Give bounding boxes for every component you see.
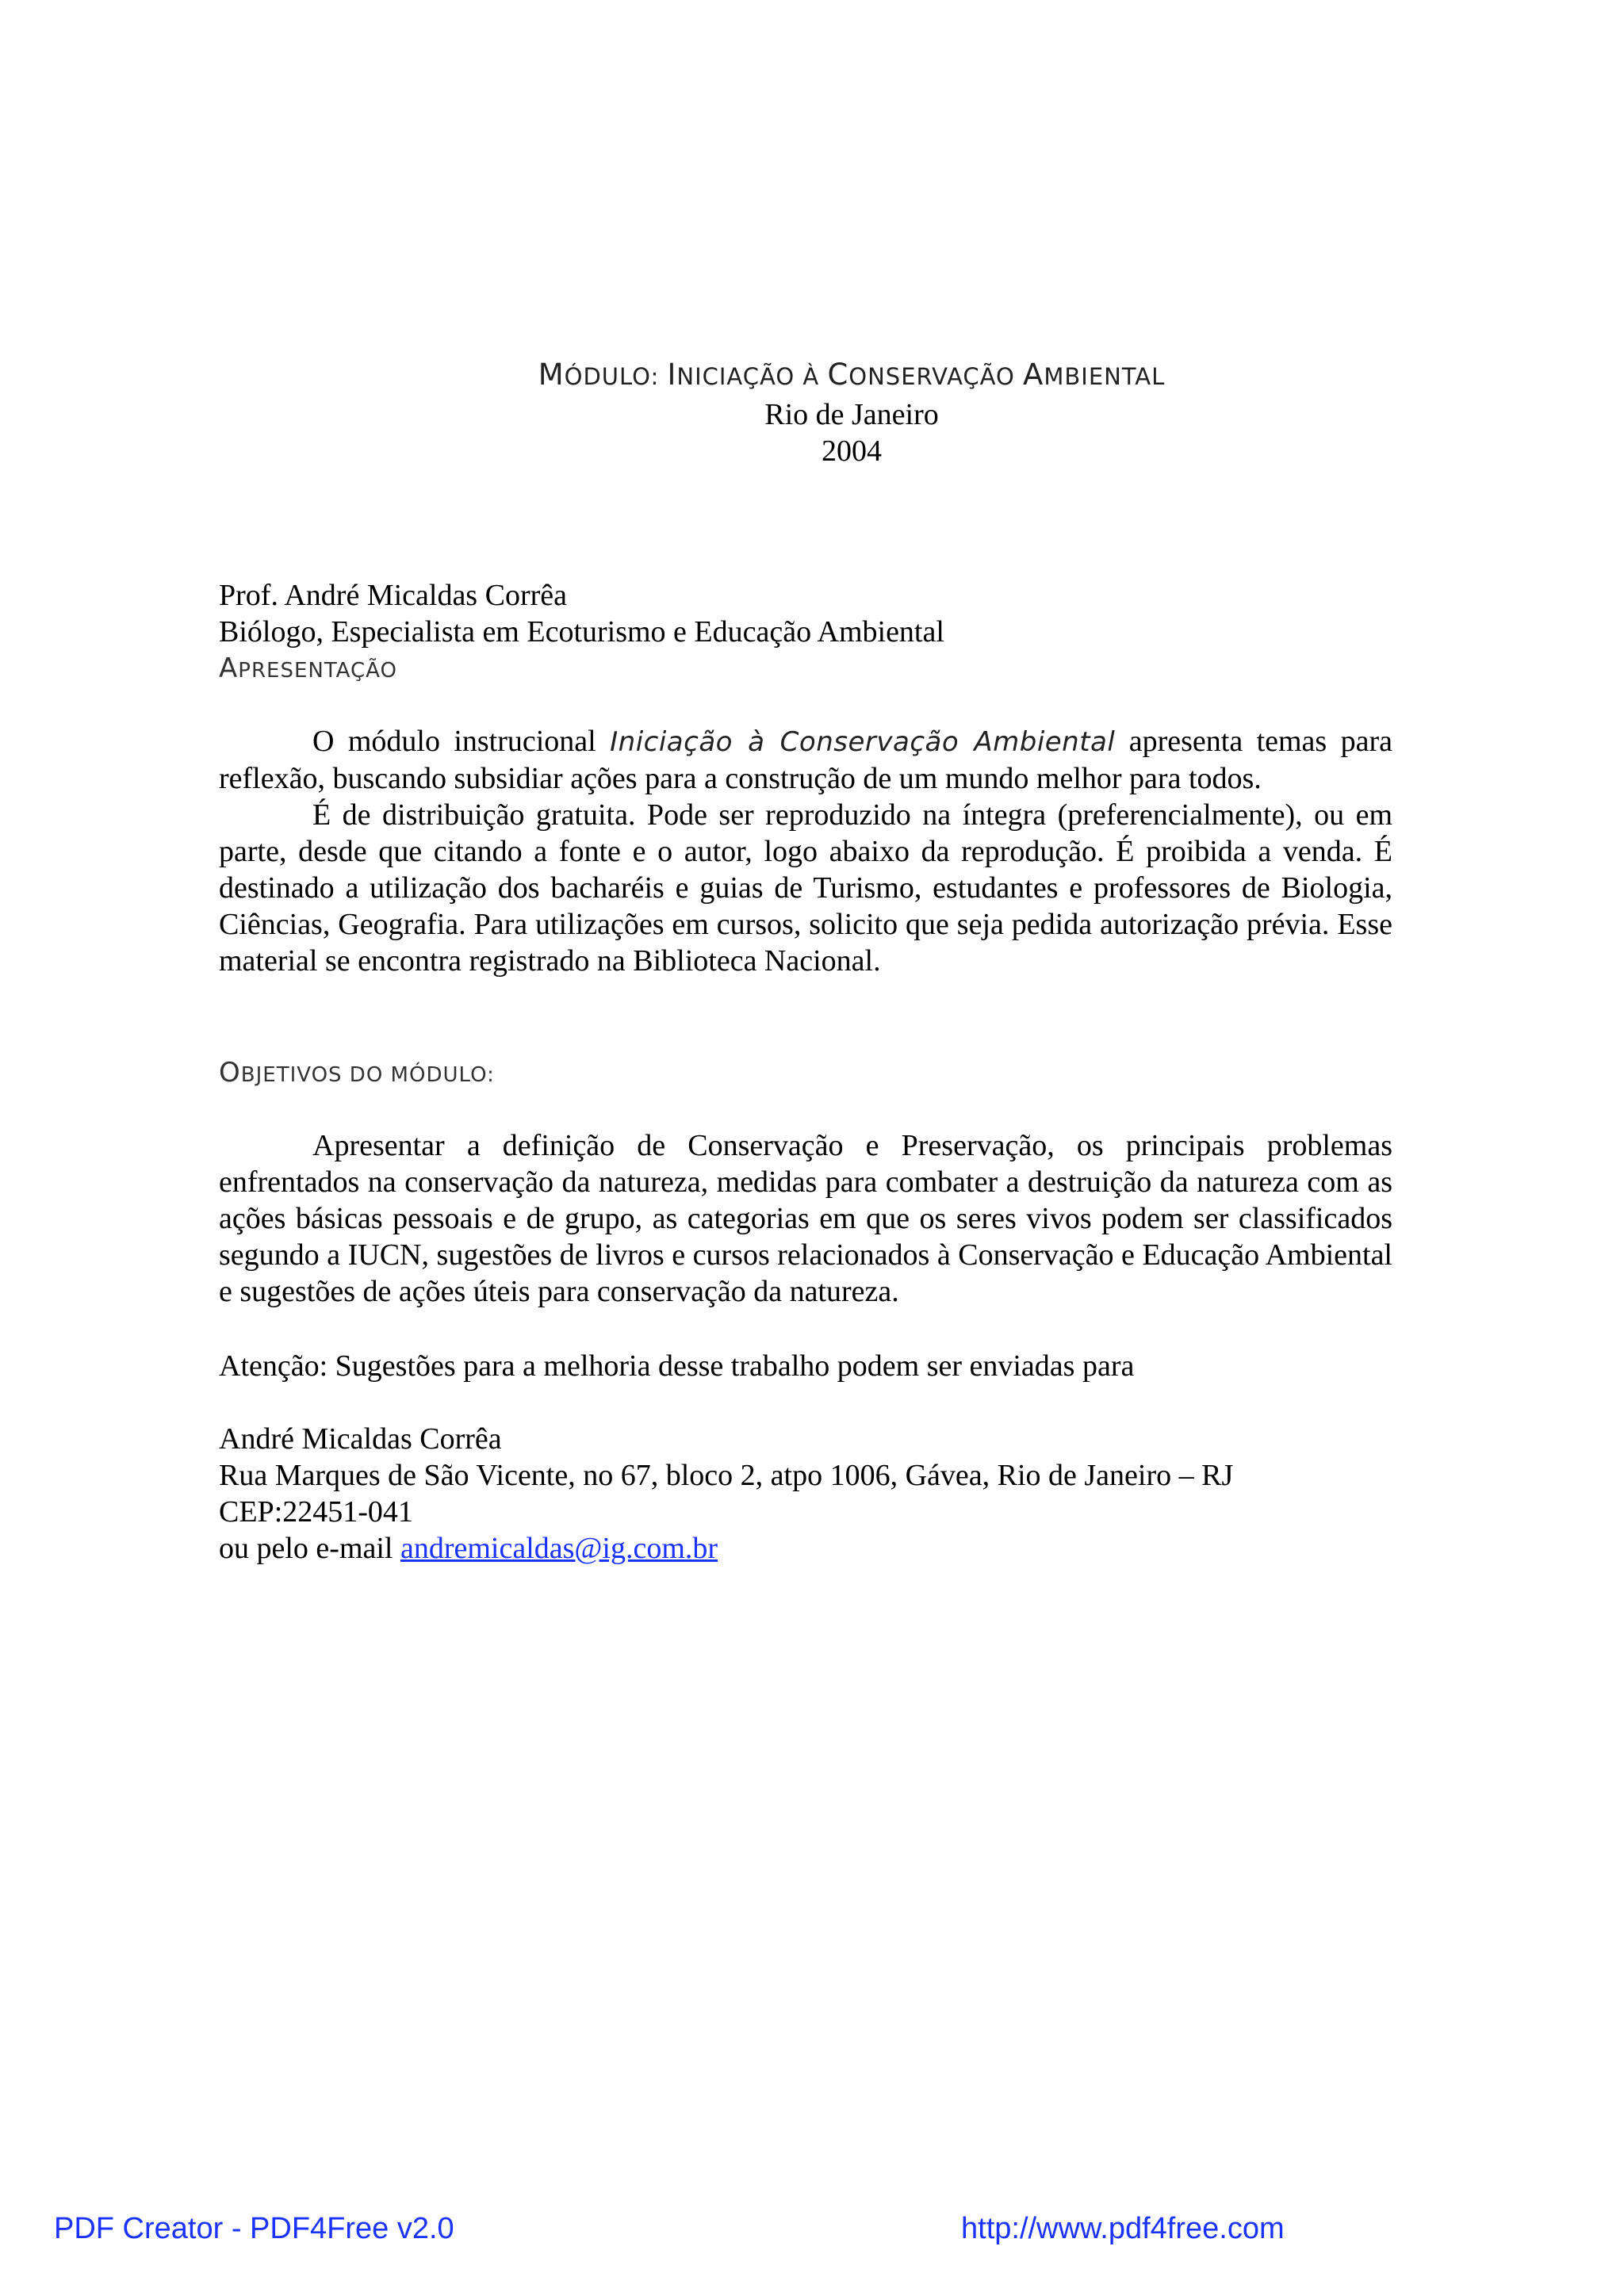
apresentacao-paragraph-1: O módulo instrucional Iniciação à Conservação Ambiental apresenta temas para reflexão, buscando subsidiar ações para a construção de um mundo melhor para todos. <box>219 725 1392 795</box>
objetivos-heading-block <box>219 1054 1392 1093</box>
module-name-italic: Iniciação à Conservação Ambiental <box>610 726 1116 758</box>
author-title: Biólogo, Especialista em Ecoturismo e Educação Ambiental <box>219 615 944 649</box>
apresentacao-paragraph-2: É de distribuição gratuita. Pode ser reproduzido na íntegra (preferencialmente), ou em parte, desde que citando a fonte e o autor, logo abaixo da reprodução. É proibida a venda. É destinado a utilização dos bacharéis e guias de Turismo, estudantes e professores de Biologia, Ciências, Geografia. Para utilizações em cursos, solicito que seja pedida autorização prévia. Esse material se encontra registrado na Biblioteca Nacional. <box>219 798 1392 978</box>
footer-pdf-creator: PDF Creator - PDF4Free v2.0 <box>54 2212 454 2245</box>
section-heading-apresentacao: APRESENTAÇÃO <box>219 652 397 684</box>
contact-cep: CEP:22451-041 <box>219 1495 413 1529</box>
author-name: Prof. André Micaldas Corrêa <box>219 579 567 612</box>
atencao-text: Atenção: Sugestões para a melhoria desse trabalho podem ser enviadas para <box>219 1349 1135 1383</box>
apresentacao-section <box>219 723 1392 979</box>
contact-block <box>219 1421 1392 1567</box>
atencao-block <box>219 1348 1392 1384</box>
email-link[interactable]: andremicaldas@ig.com.br <box>400 1532 718 1565</box>
contact-email-line: ou pelo e-mail andremicaldas@ig.com.br <box>219 1532 718 1565</box>
contact-name: André Micaldas Corrêa <box>219 1422 502 1456</box>
footer-url[interactable]: http://www.pdf4free.com <box>961 2212 1285 2245</box>
header-city: Rio de Janeiro <box>764 398 939 431</box>
document-header <box>0 355 1624 469</box>
objetivos-paragraph: Apresentar a definição de Conservação e Preservação, os principais problemas enfrentados na conservação da natureza, medidas para combater a destruição da natureza com as ações básicas pessoais e de grupo, as categorias em que os seres vivos podem ser classificados segundo a IUCN, sugestões de livros e cursos relacionados à Conservação e Educação Ambiental e sugestões de ações úteis para conservação da natureza. <box>219 1129 1392 1308</box>
contact-address: Rua Marques de São Vicente, no 67, bloco 2, atpo 1006, Gávea, Rio de Janeiro – RJ <box>219 1459 1234 1492</box>
objetivos-section <box>219 1127 1392 1310</box>
module-title: MÓDULO: INICIAÇÃO À CONSERVAÇÃO AMBIENTAL <box>538 358 1166 392</box>
author-block <box>219 577 1392 689</box>
section-heading-objetivos: OBJETIVOS DO MÓDULO: <box>219 1057 495 1089</box>
header-year: 2004 <box>822 434 882 468</box>
